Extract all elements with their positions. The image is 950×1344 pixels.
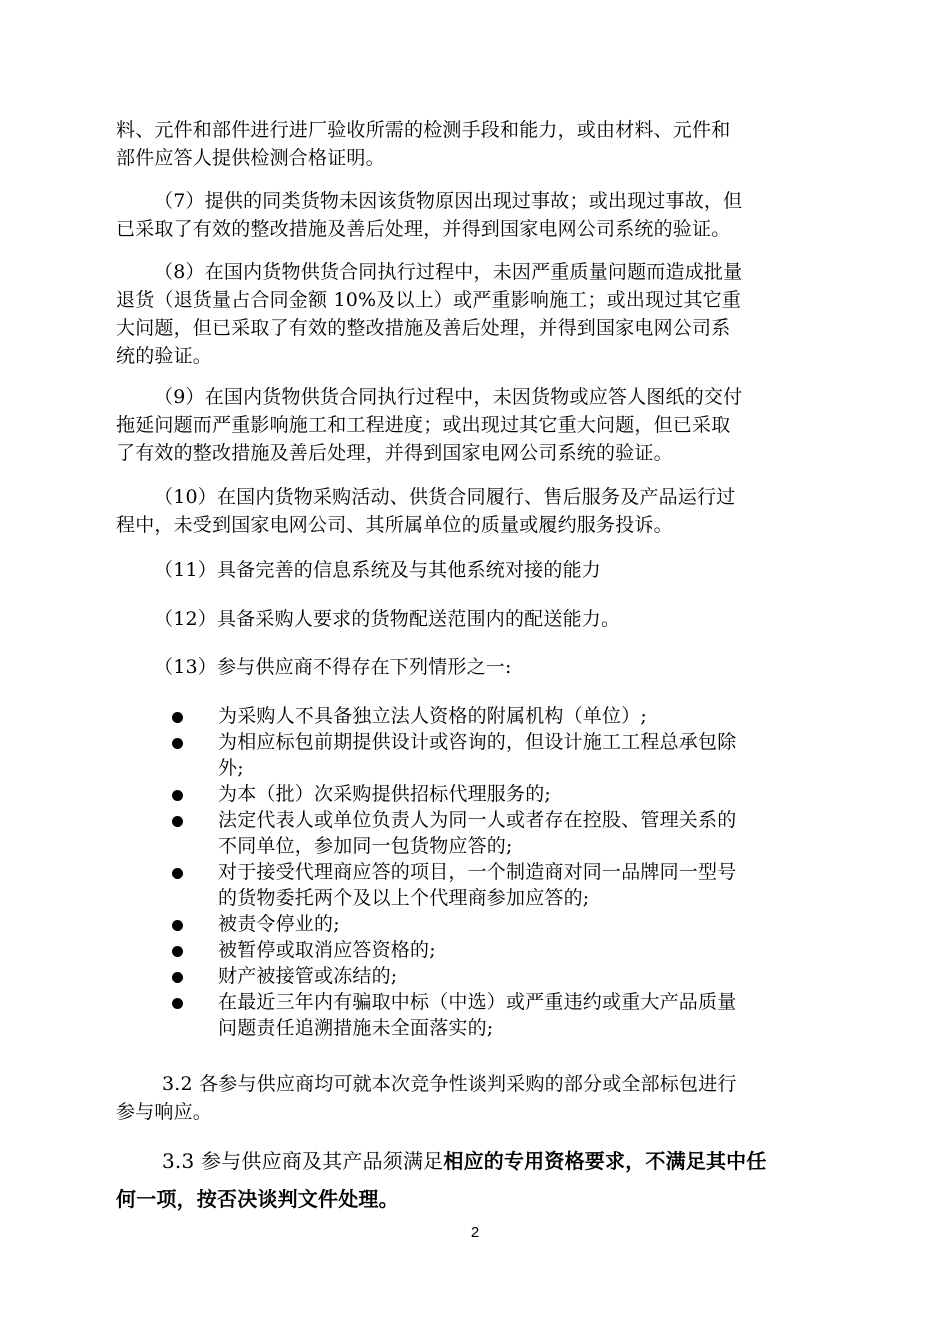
paragraph-line: 3.2 各参与供应商均可就本次竞争性谈判采购的部分或全部标包进行 bbox=[162, 1073, 737, 1095]
paragraph-line: 统的验证。 bbox=[116, 345, 213, 367]
list-item-line: 问题责任追溯措施未全面落实的; bbox=[218, 1017, 494, 1039]
paragraph-line: 已采取了有效的整改措施及善后处理，并得到国家电网公司系统的验证。 bbox=[116, 218, 731, 240]
paragraph-item-10 bbox=[116, 483, 832, 539]
list-item-line: 在最近三年内有骗取中标（中选）或严重违约或重大产品质量 bbox=[218, 991, 737, 1013]
paragraph-text: 3.3 参与供应商及其产品须满足 bbox=[162, 1149, 444, 1173]
list-item bbox=[116, 781, 836, 807]
bullet-icon bbox=[172, 946, 183, 957]
bullet-icon bbox=[172, 972, 183, 983]
bullet-icon bbox=[172, 790, 183, 801]
paragraph-line: （9）在国内货物供货合同执行过程中，未因货物或应答人图纸的交付 bbox=[154, 386, 743, 408]
list-item bbox=[116, 729, 836, 781]
bullet-icon bbox=[172, 868, 183, 879]
list-item bbox=[116, 859, 836, 911]
list-item-line: 为本（批）次采购提供招标代理服务的; bbox=[218, 783, 552, 805]
bullet-icon bbox=[172, 738, 183, 749]
paragraph-line: 大问题，但已采取了有效的整改措施及善后处理，并得到国家电网公司系 bbox=[116, 317, 731, 339]
paragraph-item-13 bbox=[116, 653, 832, 681]
bullet-icon bbox=[172, 816, 183, 827]
bullet-icon bbox=[172, 998, 183, 1009]
paragraph-line: （12）具备采购人要求的货物配送范围内的配送能力。 bbox=[154, 608, 621, 630]
paragraph-line: （10）在国内货物采购活动、供货合同履行、售后服务及产品运行过 bbox=[154, 486, 736, 508]
list-item-line: 法定代表人或单位负责人为同一人或者存在控股、管理关系的 bbox=[218, 809, 737, 831]
list-item-line: 财产被接管或冻结的; bbox=[218, 965, 398, 987]
paragraph-bold-text: 相应的专用资格要求，不满足其中任 bbox=[443, 1149, 767, 1173]
list-item-line: 被责令停业的; bbox=[218, 913, 340, 935]
list-item-line: 的货物委托两个及以上个代理商参加应答的; bbox=[218, 887, 590, 909]
bullet-icon bbox=[172, 712, 183, 723]
paragraph-line: （13）参与供应商不得存在下列情形之一: bbox=[154, 656, 512, 678]
paragraph-line bbox=[116, 1142, 832, 1180]
paragraph-item-11 bbox=[116, 556, 832, 584]
list-item bbox=[116, 989, 836, 1041]
paragraph-section-3-3 bbox=[116, 1142, 832, 1218]
list-item-line: 为相应标包前期提供设计或咨询的，但设计施工工程总承包除 bbox=[218, 731, 737, 753]
paragraph-item-8 bbox=[116, 258, 832, 370]
paragraph-item-9 bbox=[116, 383, 832, 467]
paragraph-line: 部件应答人提供检测合格证明。 bbox=[116, 147, 385, 169]
paragraph-item-7 bbox=[116, 187, 832, 243]
list-item bbox=[116, 703, 836, 729]
paragraph-line: 了有效的整改措施及善后处理，并得到国家电网公司系统的验证。 bbox=[116, 442, 673, 464]
paragraph-line: 拖延问题而严重影响施工和工程进度；或出现过其它重大问题，但已采取 bbox=[116, 414, 731, 436]
list-item-line: 对于接受代理商应答的项目，一个制造商对同一品牌同一型号 bbox=[218, 861, 737, 883]
paragraph-line: 程中，未受到国家电网公司、其所属单位的质量或履约服务投诉。 bbox=[116, 514, 673, 536]
exclusion-bullet-list bbox=[116, 703, 836, 1041]
list-item-line: 被暂停或取消应答资格的; bbox=[218, 939, 436, 961]
paragraph-line: （11）具备完善的信息系统及与其他系统对接的能力 bbox=[154, 559, 601, 581]
paragraph-continuation bbox=[116, 116, 832, 172]
list-item-line: 外; bbox=[218, 757, 244, 779]
paragraph-line: 退货（退货量占合同金额 10%及以上）或严重影响施工；或出现过其它重 bbox=[116, 289, 742, 311]
list-item-line: 不同单位，参加同一包货物应答的; bbox=[218, 835, 513, 857]
paragraph-bold-line: 何一项，按否决谈判文件处理。 bbox=[116, 1187, 399, 1211]
paragraph-line: （7）提供的同类货物未因该货物原因出现过事故；或出现过事故，但 bbox=[154, 190, 743, 212]
list-item bbox=[116, 911, 836, 937]
paragraph-line: 料、元件和部件进行进厂验收所需的检测手段和能力，或由材料、元件和 bbox=[116, 119, 731, 141]
list-item bbox=[116, 807, 836, 859]
paragraph-item-12 bbox=[116, 605, 832, 633]
paragraph-line: 参与响应。 bbox=[116, 1101, 213, 1123]
list-item bbox=[116, 963, 836, 989]
list-item bbox=[116, 937, 836, 963]
paragraph-line: （8）在国内货物供货合同执行过程中，未因严重质量问题而造成批量 bbox=[154, 261, 743, 283]
page-number: 2 bbox=[470, 1224, 480, 1241]
list-item-line: 为采购人不具备独立法人资格的附属机构（单位）; bbox=[218, 705, 648, 727]
paragraph-section-3-2 bbox=[116, 1070, 832, 1126]
bullet-icon bbox=[172, 920, 183, 931]
